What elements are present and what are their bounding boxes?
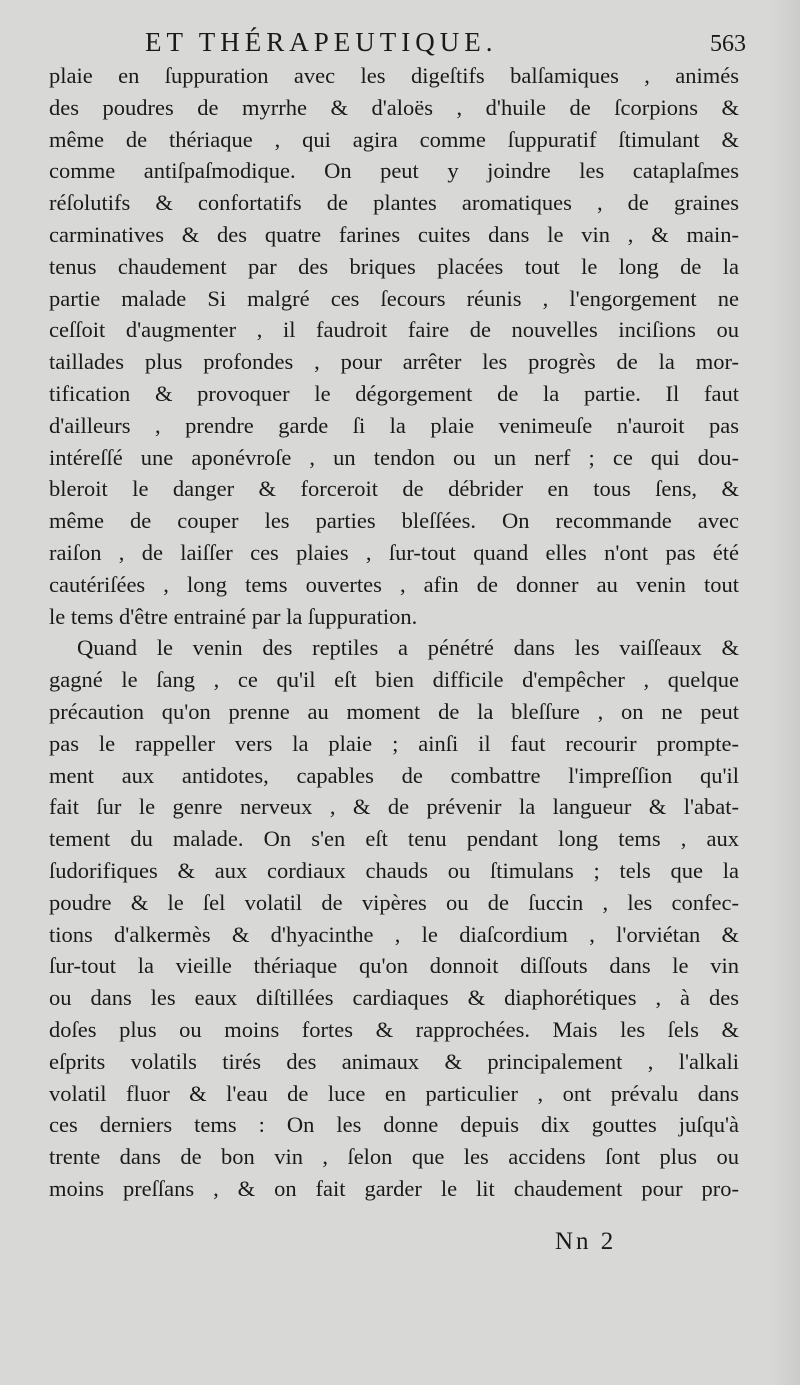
text-line: le tems d'être entrainé par la ſuppuration. <box>49 603 418 629</box>
text-line: tenus chaudement par des briques placées tout le long de la <box>49 253 739 279</box>
paragraph-1 <box>49 60 739 632</box>
text-line: tification & provoquer le dégorgement de la partie. Il faut <box>49 380 739 406</box>
text-line: trente dans de bon vin , ſelon que les accidens ſont plus ou <box>49 1144 739 1170</box>
text-line: cautériſées , long tems ouvertes , afin de donner au venin tout <box>49 571 739 597</box>
text-line: intéreſſé une aponévroſe , un tendon ou un nerf ; ce qui dou- <box>49 444 739 470</box>
text-line: ceſſoit d'augmenter , il faudroit faire de nouvelles inciſions ou <box>49 317 739 343</box>
text-line: tement du malade. On s'en eſt tenu pendant long tems , aux <box>49 826 739 852</box>
text-line: des poudres de myrrhe & d'aloës , d'huile de ſcorpions & <box>49 94 739 120</box>
signature-mark: Nn 2 <box>555 1228 617 1255</box>
text-line: bleroit le danger & forceroit de débrider en tous ſens, & <box>49 476 739 502</box>
text-line: ſudorifiques & aux cordiaux chauds ou ſtimulans ; tels que la <box>49 857 739 883</box>
page-edge-shadow <box>770 0 800 1385</box>
text-line: fait ſur le genre nerveux , & de prévenir la langueur & l'abat- <box>49 794 739 820</box>
text-line: comme antiſpaſmodique. On peut y joindre les cataplaſmes <box>49 158 739 184</box>
text-line: poudre & le ſel volatil de vipères ou de ſuccin , les confec- <box>49 889 739 915</box>
text-line: ment aux antidotes, capables de combattre l'impreſſion qu'il <box>49 762 739 788</box>
text-line: plaie en ſuppuration avec les digeſtifs balſamiques , animés <box>49 63 739 88</box>
text-line: Quand le venin des reptiles a pénétré dans les vaiſſeaux & <box>77 635 739 661</box>
text-line: ou dans les eaux diſtillées cardiaques & diaphorétiques , à des <box>49 985 739 1011</box>
text-line: d'ailleurs , prendre garde ſi la plaie venimeuſe n'auroit pas <box>49 412 739 438</box>
text-line: ſur-tout la vieille thériaque qu'on donnoit diſſouts dans le vin <box>49 953 739 979</box>
text-line: raiſon , de laiſſer ces plaies , ſur-tout quand elles n'ont pas été <box>49 539 739 565</box>
text-line: tions d'alkermès & d'hyacinthe , le diaſcordium , l'orviétan & <box>49 921 739 947</box>
text-line: taillades plus profondes , pour arrêter les progrès de la mor- <box>49 349 739 375</box>
body-text <box>49 60 739 1205</box>
text-line: même de couper les parties bleſſées. On recommande avec <box>49 508 739 534</box>
text-line: doſes plus ou moins fortes & rapprochées. Mais les ſels & <box>49 1016 739 1042</box>
text-line: carminatives & des quatre farines cuites dans le vin , & main- <box>49 221 739 247</box>
text-line: pas le rappeller vers la plaie ; ainſi il faut recourir prompte- <box>49 730 739 756</box>
text-line: gagné le ſang , ce qu'il eſt bien difficile d'empêcher , quelque <box>49 667 739 693</box>
text-line: même de thériaque , qui agira comme ſuppuratif ſtimulant & <box>49 126 739 152</box>
paragraph-2 <box>49 632 739 1204</box>
text-line: partie malade Si malgré ces ſecours réunis , l'engorgement ne <box>49 285 739 311</box>
text-line: précaution qu'on prenne au moment de la bleſſure , on ne peut <box>49 698 739 724</box>
text-line: moins preſſans , & on fait garder le lit chaudement pour pro- <box>49 1175 739 1201</box>
running-title: ET THÉRAPEUTIQUE. <box>145 27 498 57</box>
text-line: ces derniers tems : On les donne depuis dix gouttes juſqu'à <box>49 1112 739 1138</box>
page-number: 563 <box>710 31 746 57</box>
text-line: réſolutifs & confortatifs de plantes aromatiques , de graines <box>49 190 739 216</box>
text-line: eſprits volatils tirés des animaux & principalement , l'alkali <box>49 1048 739 1074</box>
text-line: volatil fluor & l'eau de luce en particulier , ont prévalu dans <box>49 1080 739 1106</box>
page-header <box>50 22 750 62</box>
